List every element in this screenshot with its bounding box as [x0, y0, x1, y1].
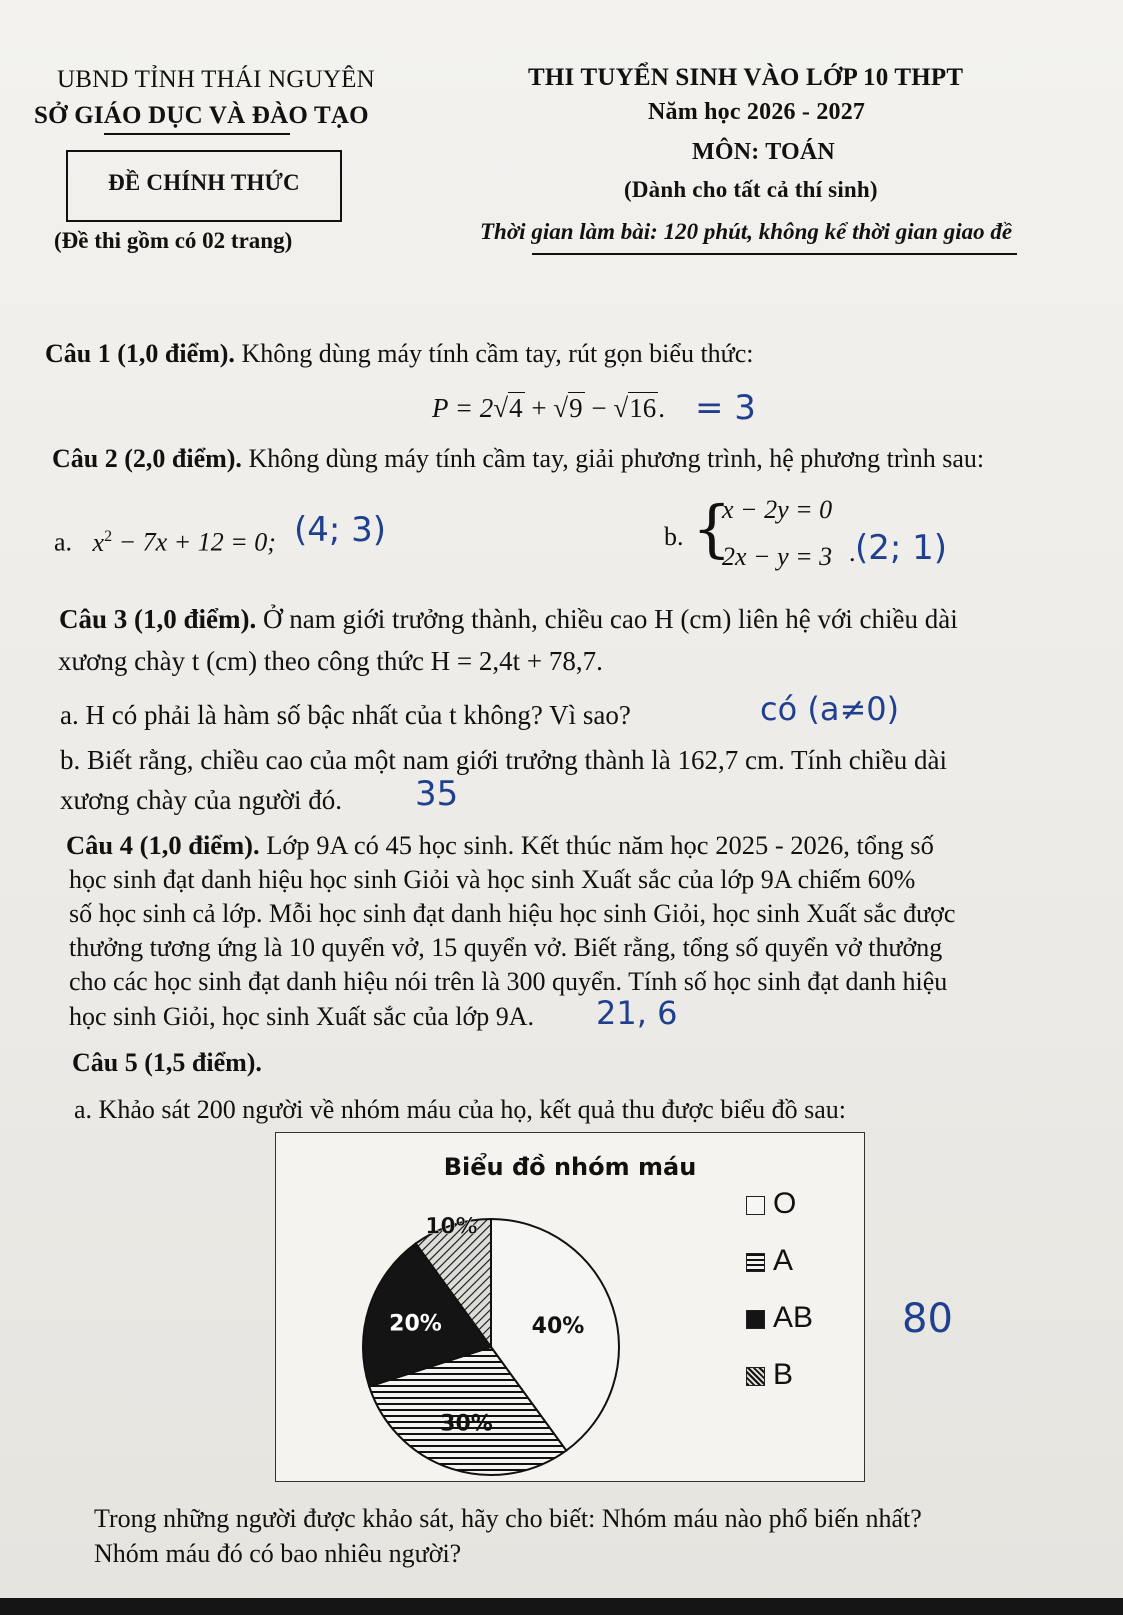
department-name: SỞ GIÁO DỤC VÀ ĐÀO TẠO — [34, 102, 369, 129]
q2a — [54, 520, 276, 559]
pie-label-ab: 20% — [389, 1311, 442, 1337]
pie-label-a: 30% — [440, 1411, 493, 1437]
legend-label-ab: AB — [773, 1301, 814, 1334]
q5-handwritten-answer: 80 — [902, 1296, 953, 1342]
subject: MÔN: TOÁN — [692, 139, 835, 165]
q4-head: Câu 4 (1,0 điểm). — [66, 830, 260, 860]
legend-swatch-a — [746, 1253, 765, 1272]
q3-line2: xương chày t (cm) theo công thức H = 2,4t + 78,7. — [58, 646, 603, 676]
q1-minus: − — [584, 393, 614, 423]
q2a-label: a. — [54, 527, 73, 557]
q1-formula-lhs: P = 2 — [432, 393, 494, 423]
q3-line1 — [59, 603, 958, 636]
page-footer-bar — [0, 1598, 1123, 1615]
header-underline-right — [532, 253, 1017, 255]
q1-body: Không dùng máy tính cầm tay, rút gọn biểu thức: — [234, 339, 754, 368]
q3b-line1: b. Biết rằng, chiều cao của một nam giới trưởng thành là 162,7 cm. Tính chiều dài — [60, 745, 947, 775]
legend-item-o — [746, 1187, 796, 1221]
q4-line4: thưởng tương ứng là 10 quyển vở, 15 quyển vở. Biết rằng, tổng số quyển vở thưởng — [69, 933, 943, 962]
q5-head: Câu 5 (1,5 điểm). — [72, 1048, 262, 1077]
q2-head: Câu 2 (2,0 điểm). — [52, 444, 242, 473]
q2-body: Không dùng máy tính cầm tay, giải phương trình, hệ phương trình sau: — [241, 444, 985, 473]
q2b-end: . — [849, 538, 856, 567]
q5a: a. Khảo sát 200 người về nhóm máu của họ, kết quả thu được biểu đồ sau: — [74, 1095, 846, 1124]
q3a-handwritten-answer: có (a≠0) — [760, 690, 900, 728]
q2a-eq-exp: 2 — [104, 528, 113, 545]
q4-line5: cho các học sinh đạt danh hiệu nói trên là 300 quyển. Tính số học sinh đạt danh hiệu — [69, 967, 948, 996]
pie-label-o: 40% — [531, 1314, 585, 1340]
q1-end: . — [658, 393, 665, 423]
official-label: ĐỀ CHÍNH THỨC — [108, 170, 300, 195]
official-exam-box — [66, 150, 342, 222]
legend-swatch-o — [746, 1196, 765, 1215]
q2a-eq-x: x — [92, 527, 105, 557]
q4-line1-text: Lớp 9A có 45 học sinh. Kết thúc năm học 2025 - 2026, tổng số — [259, 830, 934, 860]
q4-line1 — [66, 829, 934, 862]
q4-line3: số học sinh cả lớp. Mỗi học sinh đạt danh hiệu học sinh Giỏi, học sinh Xuất sắc được — [69, 899, 956, 928]
q2b-label: b. — [664, 522, 684, 551]
legend-swatch-b — [746, 1367, 765, 1386]
q2a-eq-rest: − 7x + 12 = 0; — [112, 527, 276, 557]
q1-formula: P = 2√4 + √9 − √16. — [432, 393, 665, 423]
q5-question-line1: Trong những người được khảo sát, hãy cho biết: Nhóm máu nào phổ biến nhất? — [94, 1504, 922, 1533]
province-committee: UBND TỈNH THÁI NGUYÊN — [57, 66, 375, 93]
q1-radicand-3: 16 — [629, 393, 657, 423]
pie-label-b: 10% — [425, 1214, 478, 1240]
legend-label-b: B — [773, 1358, 794, 1391]
q2b-eq2: 2x − y = 3 — [722, 542, 833, 571]
q2-text — [52, 442, 984, 475]
q3-head: Câu 3 (1,0 điểm). — [59, 604, 257, 634]
q2b-eq1: x − 2y = 0 — [722, 495, 833, 524]
legend-item-a — [746, 1244, 793, 1278]
header-underline-left — [104, 133, 290, 135]
audience: (Dành cho tất cả thí sinh) — [624, 177, 878, 202]
q4-handwritten-answer: 21, 6 — [596, 994, 678, 1032]
time-note: Thời gian làm bài: 120 phút, không kể thời gian giao đề — [480, 219, 1013, 244]
q3b-handwritten-answer: 35 — [415, 774, 459, 814]
exam-title: THI TUYỂN SINH VÀO LỚP 10 THPT — [528, 64, 964, 91]
q3a: a. H có phải là hàm số bậc nhất của t không? Vì sao? — [60, 700, 631, 730]
q2a-handwritten-answer: (4; 3) — [294, 510, 387, 550]
legend-swatch-ab — [746, 1310, 765, 1329]
q1-text — [45, 337, 754, 370]
q1-head: Câu 1 (1,0 điểm). — [45, 339, 235, 368]
legend-item-ab — [746, 1301, 813, 1335]
q2b-handwritten-answer: (2; 1) — [855, 528, 948, 568]
q1-handwritten-answer: = 3 — [695, 388, 756, 428]
legend-label-o: O — [773, 1187, 797, 1220]
q5-question-line2: Nhóm máu đó có bao nhiêu người? — [94, 1539, 462, 1568]
chart-title: Biểu đồ nhóm máu — [443, 1153, 697, 1181]
q2b-brace: { — [692, 492, 732, 565]
q1-radicand-1: 4 — [509, 393, 523, 423]
blood-type-chart — [275, 1132, 865, 1482]
legend-label-a: A — [773, 1244, 794, 1277]
q3b-line2: xương chày của người đó. — [60, 785, 343, 815]
q4-line6: học sinh Giỏi, học sinh Xuất sắc của lớp 9A. — [69, 1002, 535, 1031]
legend-item-b — [746, 1358, 793, 1392]
q1-plus: + — [524, 393, 554, 423]
q1-radicand-2: 9 — [569, 393, 583, 423]
pages-note: (Đề thi gồm có 02 trang) — [54, 228, 293, 253]
q3-line1-text: Ở nam giới trưởng thành, chiều cao H (cm) liên hệ với chiều dài — [256, 604, 958, 634]
q4-line2: học sinh đạt danh hiệu học sinh Giỏi và học sinh Xuất sắc của lớp 9A chiếm 60% — [69, 865, 916, 894]
school-year: Năm học 2026 - 2027 — [648, 99, 866, 125]
